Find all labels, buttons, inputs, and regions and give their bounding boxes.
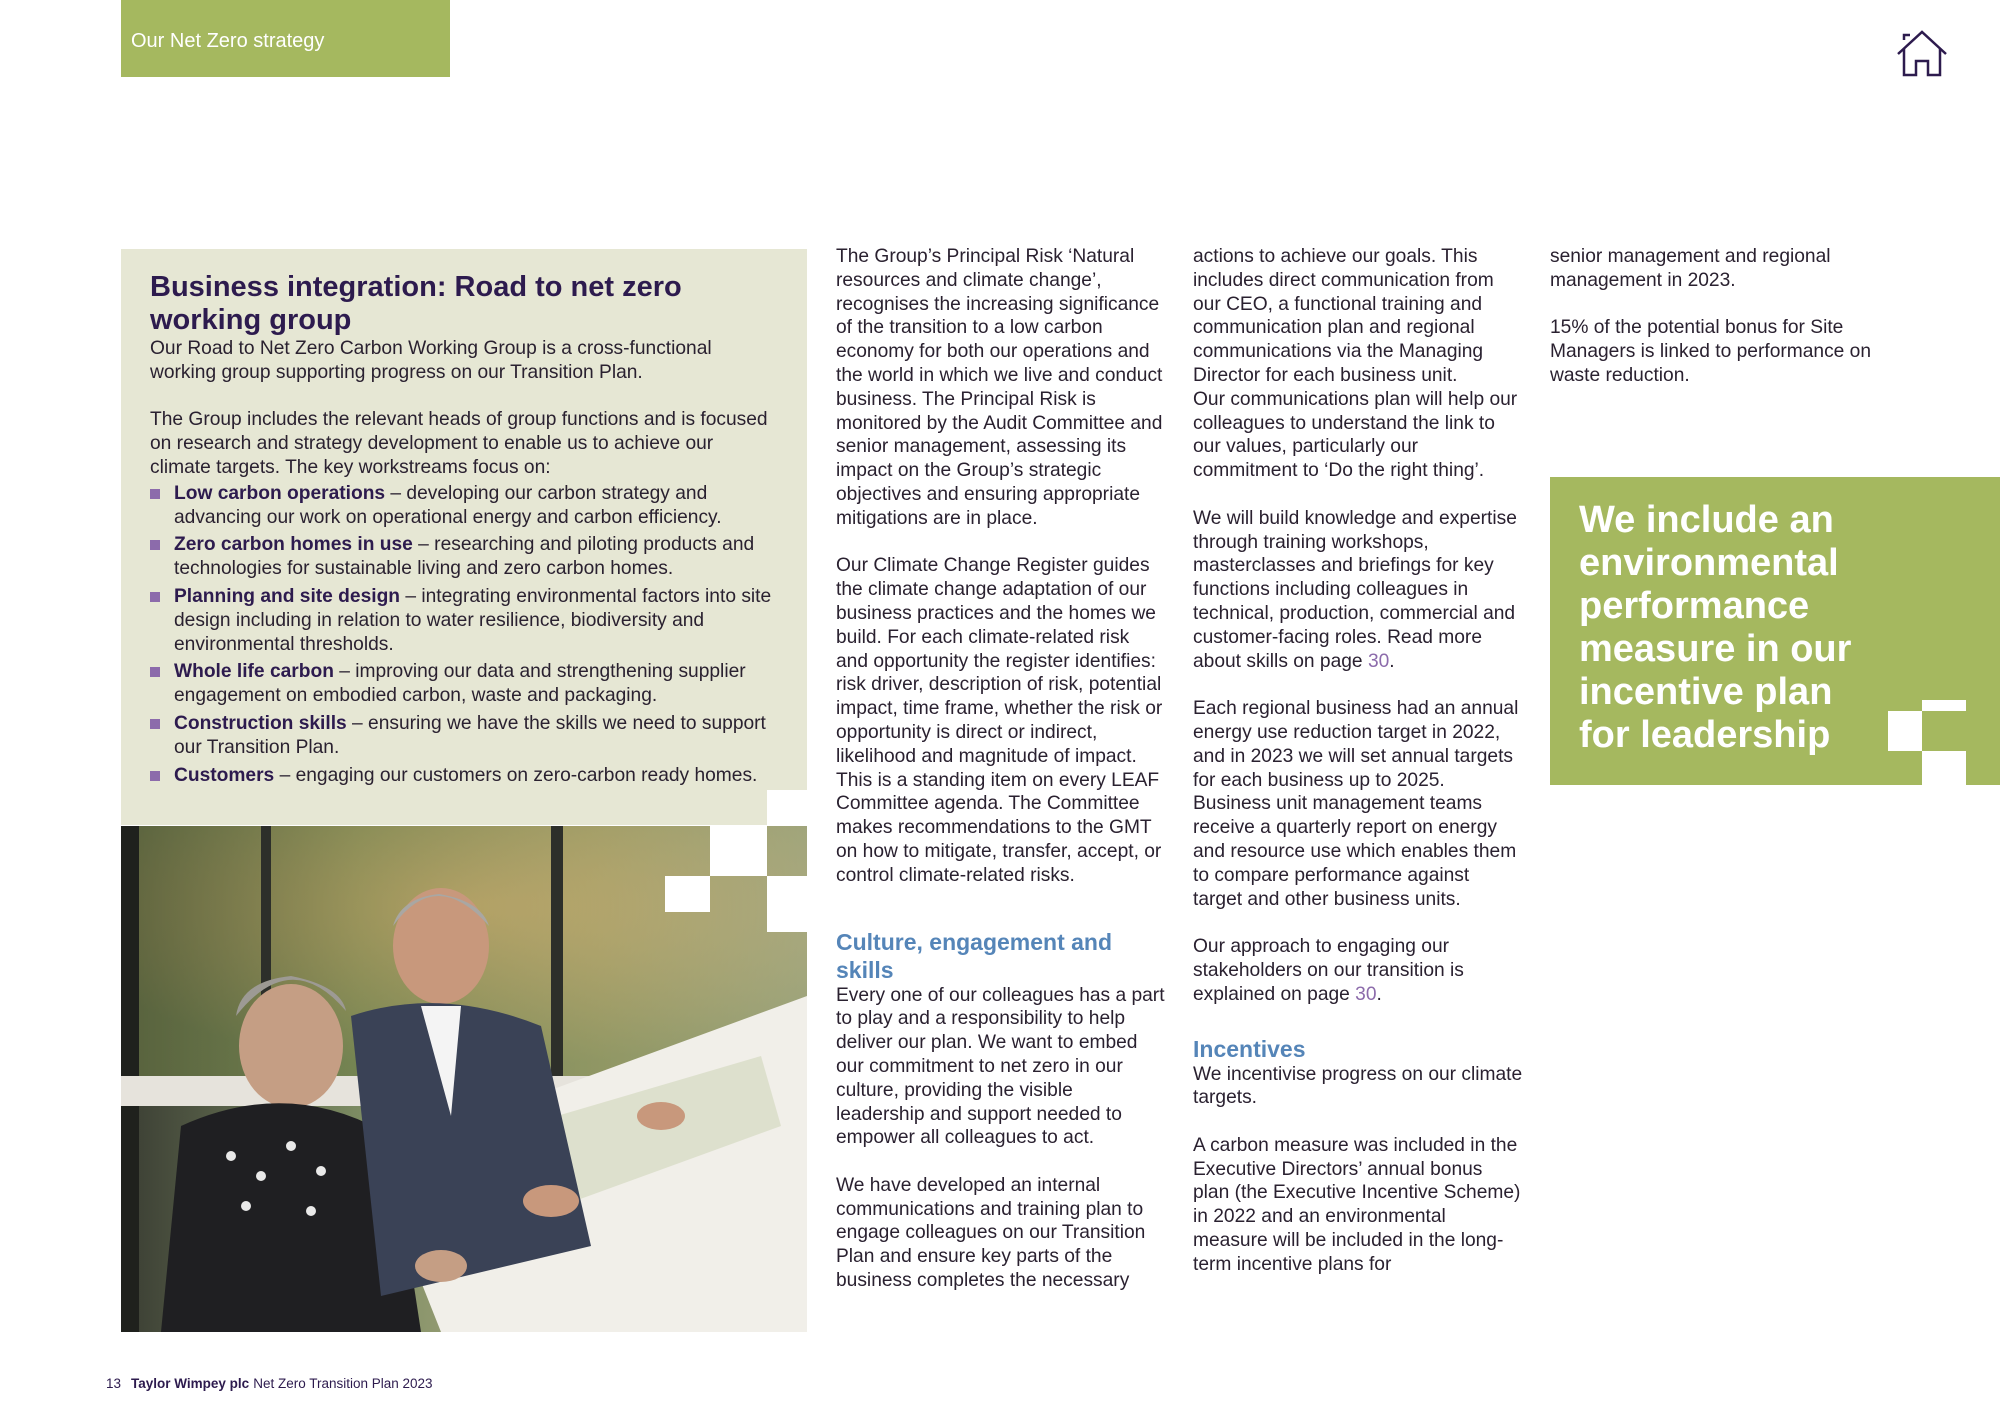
decorative-square <box>767 899 807 932</box>
communications-plan-paragraph: Our communications plan will help our colleagues to understand the link to our values, particularly our commitment to ‘Do the right thing’. <box>1193 388 1518 482</box>
workstream-item <box>150 764 779 788</box>
climate-register-paragraph: Our Climate Change Register guides the climate change adaptation of our business practices and the homes we build. For each climate-related risk and opportunity the register identifies: risk driver, description of risk, potential impact, time frame, whether the risk or opportunity is direct or indirect, likelihood and magnitude of impact. This is a standing item on every LEAF Committee agenda. The Committee makes recommendations to the GMT on how to mitigate, transfer, accept, or control climate-related risks. <box>836 555 1163 886</box>
workstream-name: Whole life carbon <box>174 661 334 683</box>
skills-paragraph: We will build knowledge and expertise through training workshops, masterclasses and briefings for key functions including colleagues in technical, production, commercial and customer-facing roles. Read more about skills on page 30. <box>1193 507 1517 672</box>
page-number: 13 <box>106 1376 122 1391</box>
carbon-measure-paragraph: A carbon measure was included in the Executive Directors’ annual bonus plan (the Executive Incentive Scheme) in 2022 and an environmental measure will be included in the long-term incentive plans for <box>1193 1134 1521 1275</box>
bullet-icon <box>150 667 160 677</box>
workstream-name: Construction skills <box>174 712 347 734</box>
text-column-2 <box>1193 245 1523 1277</box>
incentives-intro: We incentivise progress on our climate targets. <box>1193 1063 1523 1109</box>
decorative-square <box>767 790 807 826</box>
workstream-item <box>150 585 779 656</box>
decorative-square <box>1922 700 1966 711</box>
decorative-square <box>1922 751 1966 785</box>
page-30-link[interactable]: 30 <box>1355 983 1377 1005</box>
management-paragraph: senior management and regional management in 2023. <box>1550 246 1831 291</box>
decorative-square <box>1888 711 1922 751</box>
section-tab-label: Our Net Zero strategy <box>131 30 325 52</box>
workstream-desc: – integrating environmental factors into site design including in relation to water resilience, biodiversity and environmental thresholds. <box>174 585 772 655</box>
energy-target-paragraph: Each regional business had an annual energy use reduction target in 2022, and in 2023 we will set annual targets for each business up to 2025. Business unit management teams receive a quarterly report on energy and resource use which enables them to compare performance against target and other business units. <box>1193 698 1519 910</box>
culture-heading: Culture, engagement and skills <box>836 928 1113 983</box>
bullet-icon <box>150 489 160 499</box>
workstream-desc: – ensuring we have the skills we need to support our Transition Plan. <box>174 712 766 758</box>
page-footer <box>106 1376 433 1391</box>
workstream-name: Zero carbon homes in use <box>174 534 413 556</box>
stakeholders-paragraph: Our approach to engaging our stakeholders on our transition is explained on page 30. <box>1193 936 1464 1005</box>
callout-box <box>1550 477 2000 785</box>
workstream-name: Planning and site design <box>174 585 401 607</box>
workstream-item <box>150 712 779 760</box>
workstream-desc: – researching and piloting products and technologies for sustainable living and zero carbon homes. <box>174 534 755 580</box>
site-managers-paragraph: 15% of the potential bonus for Site Managers is linked to performance on waste reduction. <box>1550 317 1872 386</box>
page-30-link[interactable]: 30 <box>1367 650 1390 672</box>
document-title: Net Zero Transition Plan 2023 <box>253 1376 433 1391</box>
decorative-square <box>665 876 710 912</box>
panel-title: Business integration: Road to net zero working group <box>150 271 682 336</box>
incentives-heading: Incentives <box>1193 1035 1306 1062</box>
workstream-desc: – engaging our customers on zero-carbon ready homes. <box>274 764 758 786</box>
workstream-name: Low carbon operations <box>174 482 386 504</box>
panel-intro: Our Road to Net Zero Carbon Working Group is a cross-functional working group supporting progress on our Transition Plan. <box>150 338 712 383</box>
section-tab <box>121 0 450 77</box>
workstream-item <box>150 533 779 581</box>
workstream-desc: – developing our carbon strategy and advancing our work on operational energy and carbon efficiency. <box>174 482 722 528</box>
home-icon[interactable] <box>1894 28 1950 80</box>
workstream-list <box>150 482 779 788</box>
bullet-icon <box>150 719 160 729</box>
bullet-icon <box>150 771 160 781</box>
business-integration-panel <box>121 249 807 825</box>
workstream-item <box>150 660 779 708</box>
workstream-item <box>150 482 779 530</box>
culture-paragraph: Every one of our colleagues has a part to play and a responsibility to help deliver our plan. We want to embed our commitment to net zero in our culture, providing the visible leadership and support needed to empower all colleagues to act. <box>836 984 1165 1149</box>
panel-description: The Group includes the relevant heads of group functions and is focused on research and strategy development to enable us to achieve our climate targets. The key workstreams focus on: <box>150 409 768 478</box>
bullet-icon <box>150 540 160 550</box>
decorative-square <box>710 826 767 876</box>
workstream-desc: – improving our data and strengthening supplier engagement on embodied carbon, waste and packaging. <box>174 661 746 707</box>
company-name: Taylor Wimpey plc <box>131 1376 250 1391</box>
text-column-3 <box>1550 245 1880 388</box>
text-column-1 <box>836 245 1166 1293</box>
bullet-icon <box>150 592 160 602</box>
principal-risk-paragraph: The Group’s Principal Risk ‘Natural resources and climate change’, recognises the increasing significance of the transition to a low carbon economy for both our operations and the world in which we live and conduct business. The Principal Risk is monitored by the Audit Committee and senior management, assessing its impact on the Group’s strategic objectives and ensuring appropriate mitigations are in place. <box>836 246 1163 529</box>
communications-paragraph: We have developed an internal communications and training plan to engage colleagues on our Transition Plan and ensure key parts of the business completes the necessary <box>836 1174 1146 1292</box>
callout-text: We include an environmental performance measure in our incentive plan for leadership <box>1579 499 1852 756</box>
workstream-name: Customers <box>174 764 275 786</box>
actions-paragraph: actions to achieve our goals. This includes direct communication from our CEO, a functional training and communication plan and regional communications via the Managing Director for each business unit. <box>1193 246 1494 386</box>
